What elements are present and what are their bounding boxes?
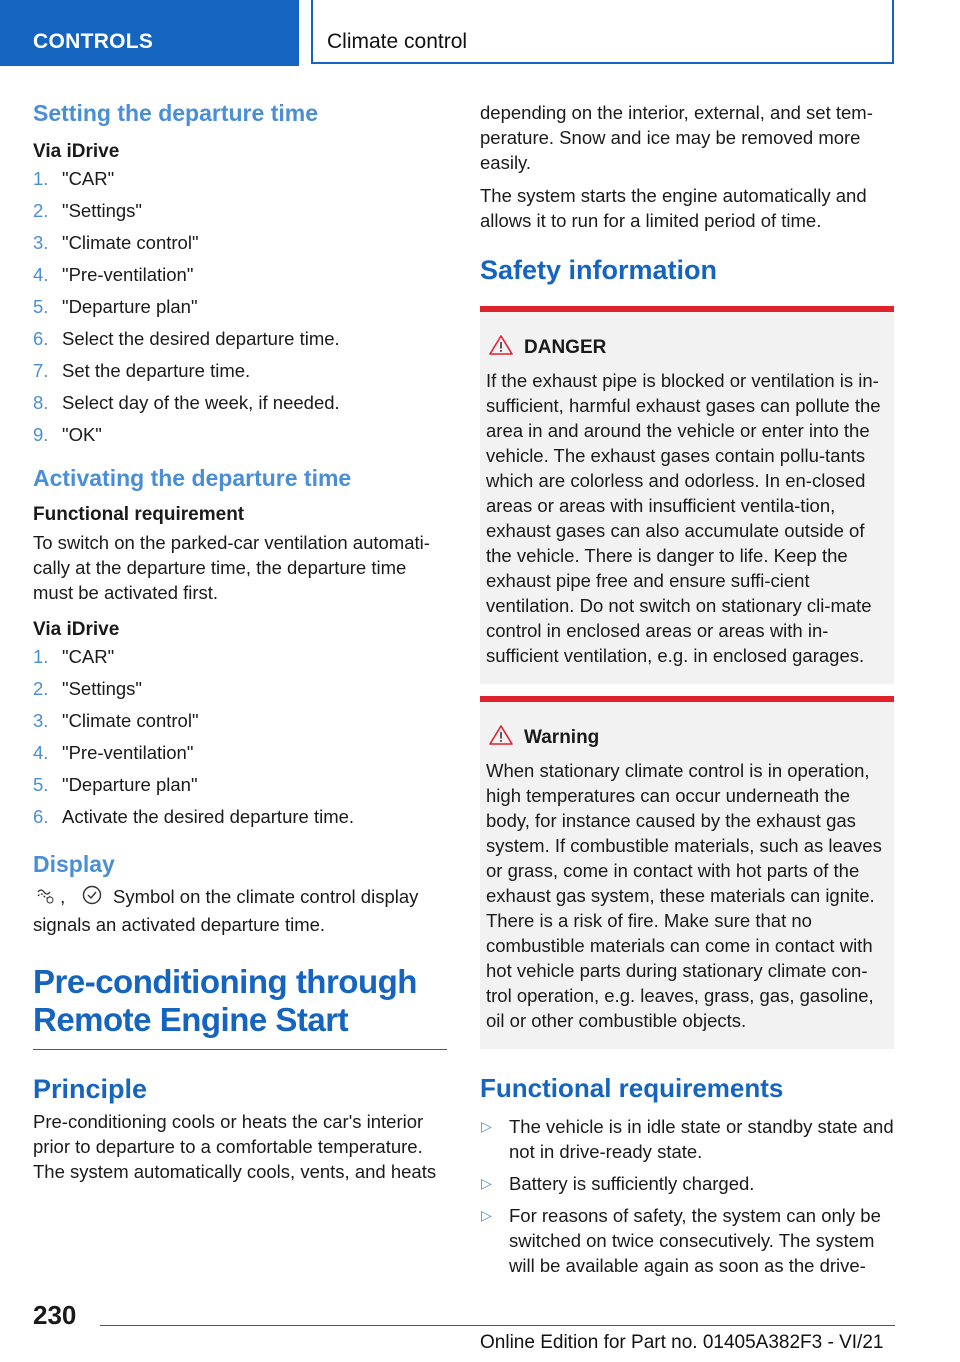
activating-departure-heading: Activating the departure time	[33, 465, 352, 491]
step-text: "Pre-ventilation"	[62, 264, 194, 285]
step-text: "OK"	[62, 424, 102, 445]
footer-edition: Online Edition for Part no. 01405A382F3 - VI/21	[480, 1332, 884, 1353]
step-item	[33, 641, 447, 673]
warning-text: When stationary climate control is in operation, high temperatures can occur underneath the body, for instance caused by the exhaust gas system. If combustible materials, such as leaves or grass, come in contact with hot parts of the exhaust gas system, these materials can ignite. There is a risk of fire. Make sure that no combustible materials can come in contact with hot vehicle parts during stationary climate con-trol operation, e.g. leaves, grass, gas, gasoline, oil or other combustible objects.	[486, 760, 882, 1031]
step-item	[33, 195, 447, 227]
functional-requirement-label: Functional requirement	[33, 504, 245, 525]
danger-label: DANGER	[524, 337, 607, 358]
step-number: 1.	[33, 646, 49, 667]
warning-box	[480, 696, 894, 1049]
activating-steps-list	[33, 641, 447, 833]
step-item	[33, 259, 447, 291]
step-text: "Settings"	[62, 200, 142, 221]
step-text: "Departure plan"	[62, 296, 198, 317]
step-number: 5.	[33, 296, 49, 317]
requirement-item	[480, 1171, 894, 1196]
step-item	[33, 387, 447, 419]
step-item	[33, 419, 447, 451]
step-item	[33, 163, 447, 195]
requirement-item	[480, 1114, 894, 1164]
step-number: 2.	[33, 200, 49, 221]
step-number: 3.	[33, 710, 49, 731]
fan-clock-icon	[33, 885, 55, 911]
step-item	[33, 705, 447, 737]
step-number: 4.	[33, 742, 49, 763]
via-idrive-label-2: Via iDrive	[33, 619, 120, 640]
requirement-text: For reasons of safety, the system can only be switched on twice consecutively. The system will be available again as soon as the drive-	[509, 1205, 881, 1276]
step-text: "CAR"	[62, 168, 115, 189]
bullet-triangle-icon: ▷	[481, 1118, 492, 1134]
requirement-text: Battery is sufficiently charged.	[509, 1173, 755, 1194]
clock-check-icon	[81, 884, 103, 912]
chapter-label: Climate control	[327, 30, 468, 53]
footer-divider	[100, 1325, 895, 1326]
functional-requirements-heading: Functional requirements	[480, 1073, 784, 1103]
danger-header	[480, 312, 894, 362]
step-item	[33, 769, 447, 801]
step-text: "Pre-ventilation"	[62, 742, 194, 763]
chapter-tab	[311, 0, 894, 64]
danger-box	[480, 306, 894, 684]
engine-start-text: The system starts the engine automatically and allows it to run for a limited period of time.	[480, 185, 867, 231]
warning-header	[480, 702, 894, 752]
step-text: "Climate control"	[62, 232, 199, 253]
right-column	[480, 100, 894, 1285]
display-text: Symbol on the climate control display signals an activated departure time.	[33, 886, 419, 936]
step-item	[33, 291, 447, 323]
bullet-triangle-icon: ▷	[481, 1175, 492, 1191]
step-number: 6.	[33, 328, 49, 349]
step-item	[33, 737, 447, 769]
step-number: 3.	[33, 232, 49, 253]
left-column	[33, 100, 447, 1184]
step-item	[33, 801, 447, 833]
step-number: 4.	[33, 264, 49, 285]
requirement-item	[480, 1203, 894, 1278]
step-text: "CAR"	[62, 646, 115, 667]
display-heading: Display	[33, 851, 115, 877]
section-label: CONTROLS	[33, 30, 154, 53]
bullet-triangle-icon: ▷	[481, 1207, 492, 1223]
principle-heading: Principle	[33, 1074, 148, 1105]
display-separator: ,	[60, 886, 66, 907]
step-number: 1.	[33, 168, 49, 189]
step-item	[33, 227, 447, 259]
step-number: 7.	[33, 360, 49, 381]
step-number: 2.	[33, 678, 49, 699]
via-idrive-label: Via iDrive	[33, 141, 120, 162]
step-text: Set the departure time.	[62, 360, 251, 381]
preconditioning-heading: Pre-conditioning through Remote Engine Start	[33, 963, 417, 1039]
step-text: Select the desired departure time.	[62, 328, 340, 349]
section-tab	[0, 0, 299, 66]
step-text: "Departure plan"	[62, 774, 198, 795]
step-number: 9.	[33, 424, 49, 445]
warning-triangle-icon	[488, 334, 514, 362]
warning-label: Warning	[524, 727, 600, 748]
step-text: Select day of the week, if needed.	[62, 392, 340, 413]
step-item	[33, 673, 447, 705]
principle-text: Pre-conditioning cools or heats the car's interior prior to departure to a comfortable temperature. The system automatically cools, vents, and heats	[33, 1111, 437, 1183]
setting-steps-list	[33, 163, 447, 451]
page-number: 230	[33, 1300, 77, 1330]
safety-information-heading: Safety information	[480, 255, 718, 285]
functional-requirements-list	[480, 1114, 894, 1278]
step-text: Activate the desired departure time.	[62, 806, 355, 827]
step-number: 8.	[33, 392, 49, 413]
requirement-text: The vehicle is in idle state or standby state and not in drive-ready state.	[509, 1116, 894, 1162]
step-text: "Climate control"	[62, 710, 199, 731]
display-paragraph	[33, 884, 447, 937]
step-number: 6.	[33, 806, 49, 827]
warning-triangle-icon	[488, 724, 514, 752]
functional-requirement-text: To switch on the parked-car ventilation automati-cally at the departure time, the departure time must be activated first.	[33, 532, 430, 603]
step-text: "Settings"	[62, 678, 142, 699]
step-item	[33, 355, 447, 387]
danger-text: If the exhaust pipe is blocked or ventilation is in-sufficient, harmful exhaust gases can pollute the area in and around the vehicle or enter into the vehicle. The exhaust gases contain pollu-tants which are colorless and odorless. In en-closed areas or areas with insufficient ventila-tion, exhaust gases can also accumulate outside of the vehicle. There is danger to life. Keep the exhaust pipe free and ensure suffi-cient ventilation. Do not switch on stationary cli-mate control in enclosed areas or areas with in-sufficient ventilation, e.g. in enclosed garages.	[486, 370, 881, 666]
continued-text: depending on the interior, external, and set tem-perature. Snow and ice may be removed more easily.	[480, 102, 873, 173]
setting-departure-heading: Setting the departure time	[33, 100, 318, 126]
step-item	[33, 323, 447, 355]
step-number: 5.	[33, 774, 49, 795]
